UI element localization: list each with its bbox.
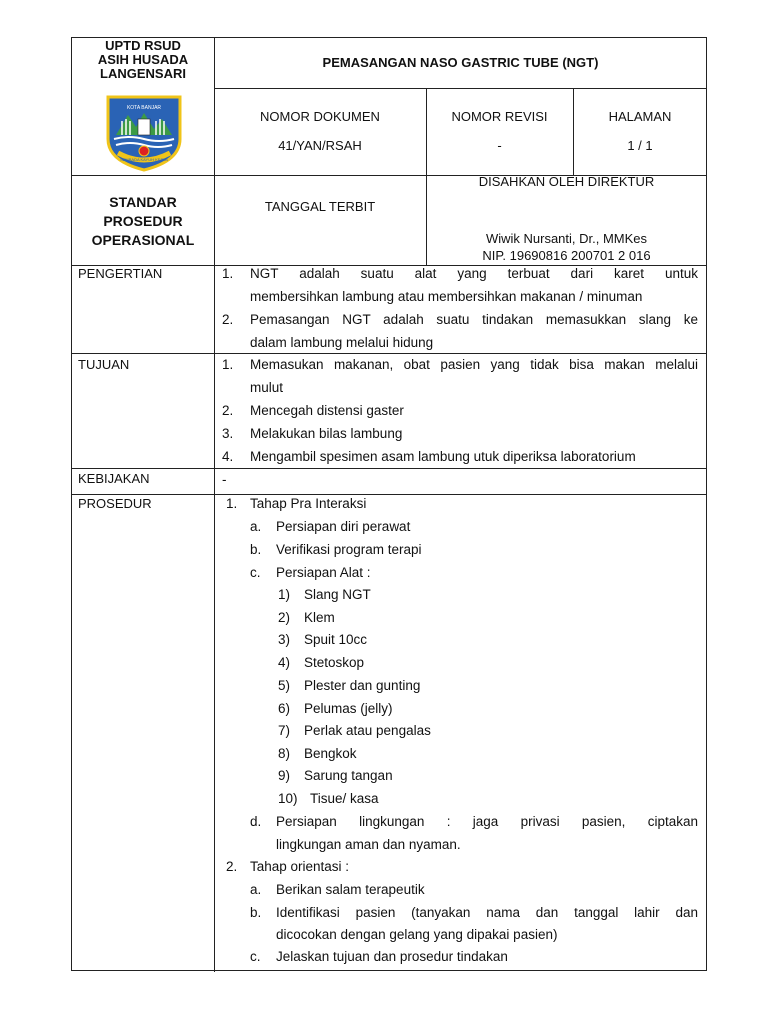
item-number: 4. xyxy=(222,449,234,464)
equipment-text: Bengkok xyxy=(304,746,357,761)
director-name: Wiwik Nursanti, Dr., MMKes xyxy=(485,231,648,246)
halaman-label: HALAMAN xyxy=(608,109,672,124)
document-title: PEMASANGAN NASO GASTRIC TUBE (NGT) xyxy=(322,55,599,70)
sub-item-text: Identifikasi pasien (tanyakan nama dan tanggal lahir dan xyxy=(276,905,698,920)
logo-text-bottom: SEMBADA KAYUH KESTA xyxy=(120,157,168,162)
equipment-text: Sarung tangan xyxy=(304,768,393,783)
item-text: dalam lambung melalui hidung xyxy=(250,335,434,350)
equipment-number: 6) xyxy=(278,701,291,716)
sub-item-letter: c. xyxy=(250,949,261,964)
equipment-number: 10) xyxy=(278,791,298,806)
sub-item xyxy=(222,810,698,833)
list-item xyxy=(222,353,698,376)
item-text: Memasukan makanan, obat pasien yang tidak bisa makan melalui xyxy=(250,357,698,372)
row-divider xyxy=(72,468,707,469)
kota-banjar-logo xyxy=(104,91,184,173)
sub-item-letter: a. xyxy=(250,519,262,534)
sub-item-text: Jelaskan tujuan dan prosedur tindakan xyxy=(276,949,508,964)
item-number: 3. xyxy=(222,426,234,441)
sub-item-text: dicocokan dengan gelang yang dipakai pasien) xyxy=(276,927,558,942)
tujuan-label: TUJUAN xyxy=(78,357,130,372)
row-divider xyxy=(214,88,707,89)
equipment-number: 8) xyxy=(278,746,291,761)
item-number: 1. xyxy=(222,357,234,372)
item-text: Melakukan bilas lambung xyxy=(250,426,403,441)
step-number: 1. xyxy=(226,496,238,511)
kebijakan-label: KEBIJAKAN xyxy=(78,471,150,486)
list-item-continuation xyxy=(222,331,698,354)
equipment-text: Pelumas (jelly) xyxy=(304,701,393,716)
sop-document xyxy=(71,37,707,971)
equipment-number: 5) xyxy=(278,678,291,693)
disahkan-label: DISAHKAN OLEH DIREKTUR xyxy=(478,174,655,189)
equipment-number: 4) xyxy=(278,655,291,670)
logo-text-top: KOTA BANJAR xyxy=(126,105,162,111)
step-heading xyxy=(222,492,698,515)
item-text: Mengambil spesimen asam lambung utuk diperiksa laboratorium xyxy=(250,449,636,464)
item-number: 1. xyxy=(222,266,234,281)
sub-item-text: Persiapan diri perawat xyxy=(276,519,411,534)
sub-item-continuation xyxy=(222,923,698,946)
sop-line: OPERASIONAL xyxy=(91,232,195,248)
sub-item xyxy=(222,901,698,924)
sub-item-continuation xyxy=(222,833,698,856)
equipment-text: Tisue/ kasa xyxy=(310,791,379,806)
sub-item-letter: b. xyxy=(250,905,262,920)
list-item-continuation xyxy=(222,376,698,399)
item-text: Pemasangan NGT adalah suatu tindakan memasukkan slang ke xyxy=(250,312,698,327)
sub-item-text: lingkungan aman dan nyaman. xyxy=(276,837,461,852)
step-title: Tahap orientasi : xyxy=(250,859,350,874)
equipment-text: Plester dan gunting xyxy=(304,678,421,693)
org-line: ASIH HUSADA xyxy=(97,52,189,67)
item-number: 2. xyxy=(222,312,234,327)
item-text: NGT adalah suatu alat yang terbuat dari karet untuk xyxy=(250,266,698,281)
list-item-continuation xyxy=(222,285,698,308)
equipment-text: Stetoskop xyxy=(304,655,365,670)
equipment-text: Spuit 10cc xyxy=(304,632,368,647)
equipment-number: 1) xyxy=(278,587,291,602)
equipment-number: 2) xyxy=(278,610,291,625)
step-title: Tahap Pra Interaksi xyxy=(250,496,367,511)
sub-item xyxy=(222,945,698,968)
step-heading xyxy=(222,855,698,878)
equipment-text: Perlak atau pengalas xyxy=(304,723,431,738)
item-text: membersihkan lambung atau membersihkan makanan / minuman xyxy=(250,289,643,304)
item-text: Mencegah distensi gaster xyxy=(250,403,404,418)
org-line: UPTD RSUD xyxy=(105,38,181,53)
sop-line: PROSEDUR xyxy=(103,213,183,229)
sub-item-text: Persiapan lingkungan : jaga privasi pasien, ciptakan xyxy=(276,814,698,829)
director-nip: NIP. 19690816 200701 2 016 xyxy=(482,248,651,263)
halaman-value: 1 / 1 xyxy=(627,138,653,153)
sub-item-letter: d. xyxy=(250,814,262,829)
sub-item-text: Persiapan Alat : xyxy=(276,565,371,580)
sop-line: STANDAR xyxy=(109,194,177,210)
nomor-dokumen-label: NOMOR DOKUMEN xyxy=(260,109,380,124)
sop-heading xyxy=(72,193,214,250)
sub-item-letter: c. xyxy=(250,565,261,580)
prosedur-label: PROSEDUR xyxy=(78,496,152,511)
sub-item xyxy=(222,561,698,584)
item-text: mulut xyxy=(250,380,284,395)
list-item xyxy=(222,422,698,445)
pengertian-label: PENGERTIAN xyxy=(78,266,163,281)
list-item xyxy=(222,308,698,331)
org-line: LANGENSARI xyxy=(100,66,186,81)
equipment-number: 9) xyxy=(278,768,291,783)
sub-item xyxy=(222,538,698,561)
list-item xyxy=(222,445,698,468)
nomor-dokumen-value: 41/YAN/RSAH xyxy=(278,138,362,153)
sub-item xyxy=(222,878,698,901)
tanggal-terbit-label: TANGGAL TERBIT xyxy=(264,199,376,214)
equipment-number: 3) xyxy=(278,632,291,647)
item-number: 2. xyxy=(222,403,234,418)
nomor-revisi-value: - xyxy=(497,138,502,153)
column-divider xyxy=(426,88,427,175)
sub-item-text: Berikan salam terapeutik xyxy=(276,882,425,897)
column-divider xyxy=(214,38,215,972)
kebijakan-value: - xyxy=(222,472,227,487)
equipment-number: 7) xyxy=(278,723,291,738)
nomor-revisi-label: NOMOR REVISI xyxy=(451,109,548,124)
sub-item-text: Verifikasi program terapi xyxy=(276,542,422,557)
list-item xyxy=(222,262,698,285)
column-divider xyxy=(573,88,574,175)
equipment-text: Klem xyxy=(304,610,335,625)
org-name xyxy=(72,39,214,81)
step-number: 2. xyxy=(226,859,238,874)
sub-item-letter: b. xyxy=(250,542,262,557)
sub-item-letter: a. xyxy=(250,882,262,897)
sub-item xyxy=(222,515,698,538)
equipment-text: Slang NGT xyxy=(304,587,371,602)
list-item xyxy=(222,399,698,422)
